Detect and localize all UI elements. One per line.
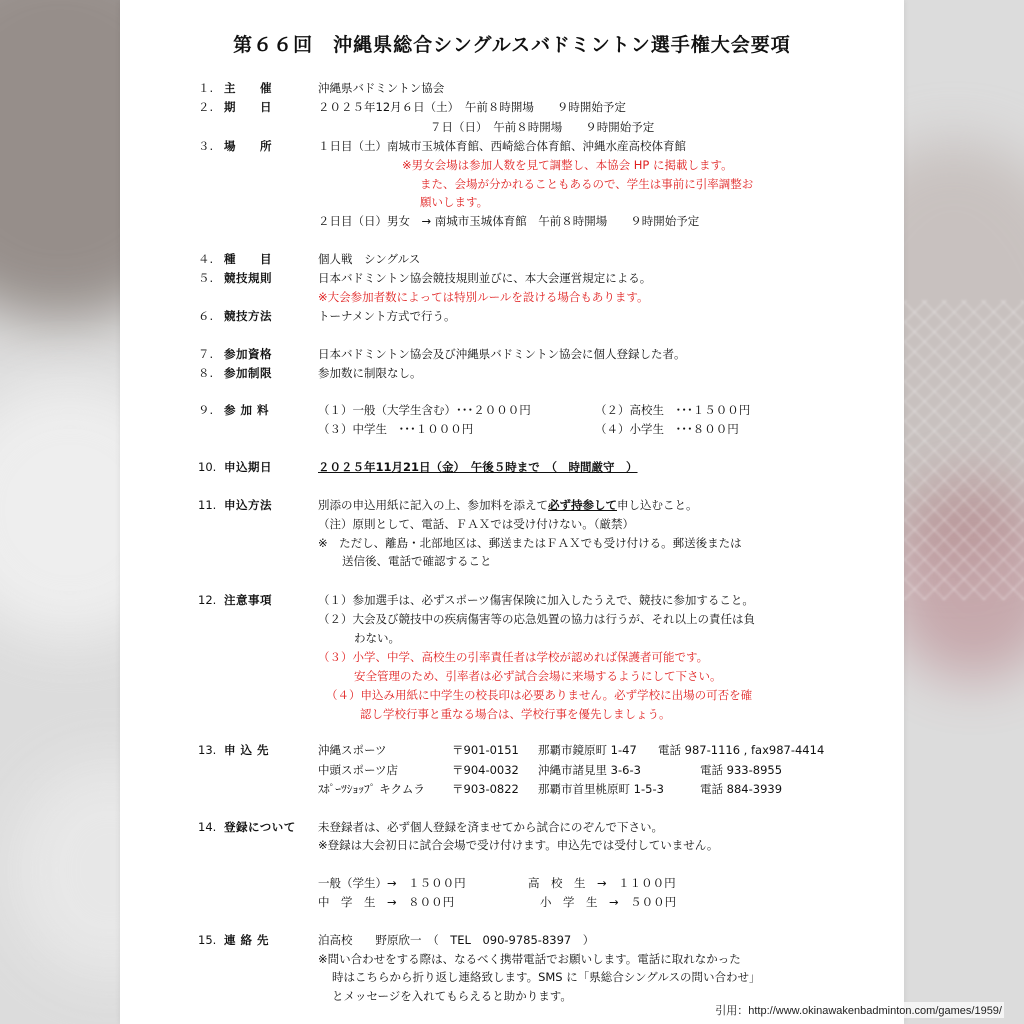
shop-zip: 〒903-0822 [452,782,519,796]
registration-fee-high-school: 高 校 生 → １１００円 [528,876,676,890]
section-number: ４. [198,252,214,266]
notice-item: わない。 [354,631,400,645]
shop-phone: 電話 933-8955 [700,763,783,777]
registration-text: 未登録者は、必ず個人登録を済ませてから試合にのぞんで下さい。 [318,820,663,834]
date-line: ７日（日） 午前８時開場 ９時開始予定 [430,120,655,134]
section-value: 参加数に制限なし。 [318,366,422,380]
section-label: 競技方法 [224,309,272,323]
section-label: 連 絡 先 [224,933,270,947]
venue-line: ２日目（日）男女 → 南城市玉城体育館 午前８時開場 ９時開始予定 [318,214,700,228]
document-title: 第６６回 沖縄県総合シングルスバドミントン選手権大会要項 [233,34,791,56]
notice-item: （２）大会及び競技中の疾病傷害等の応急処置の協力は行うが、それ以上の責任は負 [318,612,755,626]
application-note: ※ ただし、離島・北部地区は、郵送またはＦＡＸでも受け付ける。郵送後または [318,536,742,550]
venue-note: また、会場が分かれることもあるので、学生は事前に引率調整お [420,177,754,191]
rules-note: ※大会参加者数によっては特別ルールを設ける場合もあります。 [318,290,649,304]
section-label: 登録について [224,820,296,834]
section-label: 参加資格 [224,347,272,361]
section-label: 期 日 [224,100,272,114]
section-label: 種 目 [224,252,272,266]
shop-address: 那覇市鏡原町 1-47 [538,743,637,757]
notice-item-red: 安全管理のため、引率者は必ず試合会場に来場するようにして下さい。 [354,669,722,683]
shop-address: 那覇市首里桃原町 1-5-3 [538,782,664,796]
date-line: ２０２５年12月６日（土） 午前８時開場 ９時開始予定 [318,100,626,114]
contact-note: とメッセージを入れてもらえると助かります。 [332,989,572,1003]
section-label: 申込期日 [224,460,272,474]
section-number: ２. [198,100,214,114]
notice-item-red: （４）申込み用紙に中学生の校長印は必要ありません。必ず学校に出場の可否を確 [326,688,753,702]
shop-name: 沖縄スポーツ [318,743,387,757]
section-value: 個人戦 シングルス [318,252,421,266]
shop-name: 中頭スポーツ店 [318,763,399,777]
section-number: ８. [198,366,214,380]
document-page [120,0,904,1024]
section-value: トーナメント方式で行う。 [318,309,456,323]
contact-note: ※問い合わせをする際は、なるべく携帯電話でお願いします。電話に取れなかった [318,952,741,966]
notice-item: （１）参加選手は、必ずスポーツ傷害保険に加入したうえで、競技に参加すること。 [318,593,754,607]
venue-note: ※男女会場は参加人数を見て調整し、本協会 HP に掲載します。 [402,158,733,172]
venue-note: 願いします。 [420,195,489,209]
shop-zip: 〒904-0032 [452,763,519,777]
section-label: 主 催 [224,81,272,95]
shop-zip: 〒901-0151 [452,743,519,757]
section-number: ３. [198,139,214,153]
application-note: （注）原則として、電話、ＦＡＸでは受け付けない。（厳禁） [318,517,635,531]
fee-high-school: （２）高校生 ･･･１５００円 [595,403,751,417]
section-label: 申込方法 [224,498,272,512]
section-label: 場 所 [224,139,272,153]
notice-item-red: 認し学校行事と重なる場合は、学校行事を優先しましょう。 [360,707,671,721]
section-number: 15. [198,933,217,947]
shop-name: ｽﾎﾟｰﾂｼｮｯﾌﾟ キクムラ [318,782,425,796]
section-number: 10. [198,460,217,474]
application-note: 送信後、電話で確認すること [342,554,492,568]
fee-elementary: （４）小学生 ･･･８００円 [595,422,739,436]
registration-text: ※登録は大会初日に試合会場で受け付けます。申込先では受付していません。 [318,838,719,852]
application-method [318,496,698,514]
registration-fee-elementary: 小 学 生 → ５００円 [540,895,677,909]
section-label: 競技規則 [224,271,272,285]
section-label: 参 加 料 [224,403,270,417]
bring-in-person-emphasis: 必ず持参して [548,498,617,512]
section-label: 申 込 先 [224,743,270,757]
section-value: 日本バドミントン協会競技規則並びに、本大会運営規定による。 [318,271,652,285]
section-label: 注意事項 [224,593,272,607]
deadline: ２０２５年11月21日（金） 午後５時まで （ 時間厳守 ） [318,460,638,474]
section-number: １. [198,81,214,95]
section-number: ９. [198,403,214,417]
notice-item-red: （３）小学、中学、高校生の引率責任者は学校が認めれば保護者可能です。 [318,650,709,664]
shop-address: 沖縄市諸見里 3-6-3 [538,763,641,777]
fee-general: （１）一般（大学生含む）･･･２０００円 [318,403,531,417]
source-citation: 引用：http://www.okinawakenbadminton.com/games/1959/ [713,1002,1004,1018]
registration-fee-junior-high: 中 学 生 → ８００円 [318,895,455,909]
section-number: 13. [198,743,217,757]
registration-fee-general: 一般（学生）→ １５００円 [318,876,466,890]
section-number: 11. [198,498,217,512]
shop-phone: 電話 884-3939 [700,782,783,796]
section-number: ５. [198,271,214,285]
contact-person: 泊高校 野原欣一 （ TEL 090-9785-8397 ） [318,933,595,947]
section-label: 参加制限 [224,366,272,380]
section-value: 日本バドミントン協会及び沖縄県バドミントン協会に個人登録した者。 [318,347,686,361]
section-number: ６. [198,309,214,323]
fee-junior-high: （３）中学生 ･･･１０００円 [318,422,474,436]
contact-note: 時はこちらから折り返し連絡致します。SMS に「県総合シングルスの問い合わせ」 [332,970,761,984]
application-text: 別添の申込用紙に記入の上、参加料を添えて [318,498,548,512]
section-number: ７. [198,347,214,361]
shop-phone: 電話 987-1116 , fax987-4414 [658,743,825,757]
section-number: 12. [198,593,217,607]
background-racket-strings [904,300,1024,600]
section-number: 14. [198,820,217,834]
venue-line: １日目（土）南城市玉城体育館、西崎総合体育館、沖縄水産高校体育館 [318,139,686,153]
application-text: 申し込むこと。 [617,498,698,512]
section-value: 沖縄県バドミントン協会 [318,81,445,95]
